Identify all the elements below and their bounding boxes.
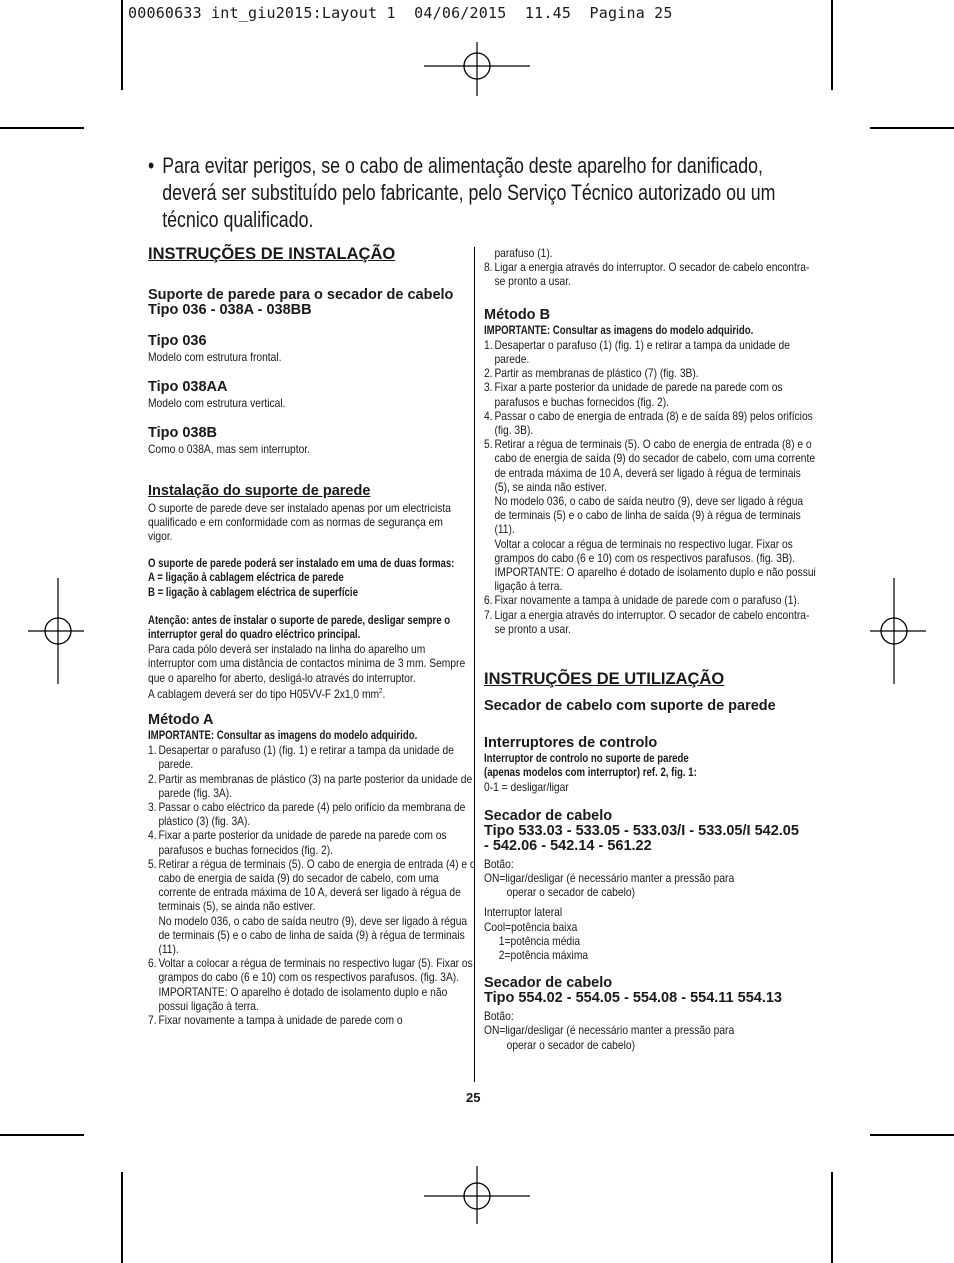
step-number: 1. xyxy=(148,743,157,758)
method-a-steps-continued xyxy=(484,246,810,289)
method-a-step xyxy=(148,743,477,771)
dryer1-title: Secador de cabelo xyxy=(484,807,613,824)
step-text: Desapertar o parafuso (1) (fig. 1) e retirar a tampa da unidade de parede. xyxy=(158,743,454,772)
step-number: 4. xyxy=(148,828,157,843)
intro-warning xyxy=(148,152,776,233)
dryer2-title: Secador de cabelo xyxy=(484,975,613,992)
attention-bold: Atenção: antes de instalar o suporte de parede, desligar sempre o interruptor geral do quadro eléctrico principal. xyxy=(148,613,451,642)
print-slug: 00060633 int_giu2015:Layout 1 04/06/2015 11.45 Pagina 25 xyxy=(128,4,673,22)
left-column xyxy=(148,242,476,1028)
crop-mark xyxy=(121,0,123,90)
support-title: Suporte de parede para o secador de cabelo xyxy=(148,287,454,303)
dryer2-types: Tipo 554.02 - 554.05 - 554.08 - 554.11 554.13 xyxy=(484,990,783,1007)
step-text: No modelo 036, o cabo de saída neutro (9), deve ser ligado à régua de terminais (5) e o cabo de linha de saída (9) à régua de terminais (11). xyxy=(494,494,804,537)
bullet: • xyxy=(148,153,155,178)
method-a-step xyxy=(484,260,817,288)
step-number: 3. xyxy=(484,380,493,395)
method-a-step xyxy=(148,1013,477,1027)
intro-text: Para evitar perigos, se o cabo de alimentação deste aparelho for danificado, deverá ser substituído pelo fabricante, pelo Serviço Técnico autorizado ou um técnico qualificado. xyxy=(162,153,776,232)
attention-text: Para cada pólo deverá ser instalado na linha do aparelho um interruptor com uma distância de contactos mínima de 3 mm. Sempre que o aparelho for aberto, desligá-lo através do interruptor. xyxy=(148,642,466,685)
switch-title: Interruptores de controlo xyxy=(484,735,658,752)
mount-paragraph: O suporte de parede deve ser instalado apenas por um electricista qualificado e em conformidade com as normas de segurança em vigor. xyxy=(148,500,451,544)
method-b-title: Método B xyxy=(484,306,551,323)
step-text: Partir as membranas de plástico (7) (fig. 3B). xyxy=(494,366,699,381)
step-number: 2. xyxy=(484,366,493,381)
dryer1-button-label: Botão: xyxy=(484,856,514,871)
method-b-step xyxy=(484,593,817,607)
method-a-step xyxy=(148,772,477,800)
registration-mark-left xyxy=(28,578,84,684)
crop-mark xyxy=(0,1134,84,1136)
registration-mark-top xyxy=(424,36,530,96)
method-a-step xyxy=(148,857,477,914)
type-036-desc: Modelo com estrutura frontal. xyxy=(148,350,282,364)
step-number: 2. xyxy=(148,771,157,786)
mount-form-a: A = ligação à cablagem eléctrica de parede xyxy=(148,571,344,585)
crop-mark xyxy=(121,1172,123,1263)
crop-mark xyxy=(870,1134,954,1136)
support-types: Tipo 036 - 038A - 038BB xyxy=(148,302,312,318)
method-a-step xyxy=(484,246,817,260)
dryer1-lateral: Interruptor lateral xyxy=(484,905,563,920)
method-a-step xyxy=(148,914,477,957)
step-number: 7. xyxy=(484,607,493,622)
step-text: Retirar a régua de terminais (5). O cabo de energia de entrada (4) e o cabo de energia de saída (9) do secador de cabelo, com uma corrente de entrada máxima de 10 A, deverá ser ligado à régua de terminais (5), se ainda não estiver. xyxy=(158,856,476,914)
step-number: 6. xyxy=(484,593,493,608)
step-number: 3. xyxy=(148,799,157,814)
step-text: Passar o cabo eléctrico da parede (4) pelo orifício da membrana de plástico (3) (fig. 3A). xyxy=(158,799,466,829)
method-b-step xyxy=(484,409,817,437)
switch-bold-2: (apenas modelos com interruptor) ref. 2, fig. 1: xyxy=(484,766,697,780)
cable-text-end: . xyxy=(382,686,386,701)
step-text: Desapertar o parafuso (1) (fig. 1) e retirar a tampa da unidade de parede. xyxy=(494,337,790,367)
cable-text xyxy=(148,685,466,701)
right-column xyxy=(484,246,816,1052)
mount-forms: O suporte de parede poderá ser instalado em uma de duas formas: xyxy=(148,557,455,571)
step-text: Fixar a parte posterior da unidade de parede na parede com os parafusos e buchas fornecidos (fig. 2). xyxy=(158,828,447,857)
type-038b-title: Tipo 038B xyxy=(148,425,218,442)
method-a-important: IMPORTANTE: Consultar as imagens do modelo adquirido. xyxy=(148,728,418,742)
method-a-title: Método A xyxy=(148,711,214,728)
usage-subtitle: Secador de cabelo com suporte de parede xyxy=(484,698,776,715)
step-text: Voltar a colocar a régua de terminais no respectivo lugar. Fixar os grampos do cabo (6 e 10) com os respectivos parafusos. (fig. 3B). IMPORTANTE: O aparelho é dotado de isolamento duplo e não possui ligação à terra. xyxy=(494,536,816,594)
dryer2-on: ON=ligar/desligar (é necessário manter a pressão para xyxy=(484,1023,735,1038)
step-number: 5. xyxy=(484,437,493,452)
step-number: 5. xyxy=(148,856,157,871)
dryer1-level-2: 2=potência máxima xyxy=(498,947,589,962)
dryer2-on-2: operar o secador de cabelo) xyxy=(506,1037,635,1052)
step-text: Partir as membranas de plástico (3) na parte posterior da unidade de parede (fig. 3A). xyxy=(158,771,473,800)
step-text: Retirar a régua de terminais (5). O cabo de energia de entrada (8) e o cabo de energia de saída (9) do secador de cabelo, com uma corrente de entrada máxima de 10 A, deverá ser ligado à régua de terminais (5), se ainda não estiver. xyxy=(494,437,816,494)
type-038aa-desc: Modelo com estrutura vertical. xyxy=(148,396,286,411)
method-b-step xyxy=(484,338,817,366)
method-b-steps xyxy=(484,337,816,636)
registration-mark-right xyxy=(866,578,926,684)
dryer1-types: Tipo 533.03 - 533.05 - 533.03/I - 533.05/I 542.05 - 542.06 - 542.14 - 561.22 xyxy=(484,822,799,854)
step-number: 6. xyxy=(148,956,157,971)
mount-form-b: B = ligação à cablagem eléctrica de superfície xyxy=(148,585,358,599)
switch-text: 0-1 = desligar/ligar xyxy=(484,780,569,795)
crop-mark xyxy=(870,127,954,129)
type-038b-desc: Como o 038A, mas sem interruptor. xyxy=(148,442,311,457)
step-number: 7. xyxy=(148,1013,157,1028)
dryer1-on: ON=ligar/desligar (é necessário manter a pressão para xyxy=(484,870,735,885)
method-a-step xyxy=(148,800,477,828)
method-a-step xyxy=(148,956,477,1013)
dryer1-cool: Cool=potência baixa xyxy=(484,919,578,934)
step-number: 4. xyxy=(484,408,493,423)
step-text: No modelo 036, o cabo de saída neutro (9), deve ser ligado à régua de terminais (5) e o cabo de linha de saída (9) à régua de terminais (11). xyxy=(158,913,468,957)
method-b-step xyxy=(484,380,817,408)
mount-title: Instalação do suporte de parede xyxy=(148,482,371,499)
method-b-important: IMPORTANTE: Consultar as imagens do modelo adquirido. xyxy=(484,323,754,337)
method-b-step xyxy=(484,366,817,380)
switch-bold-1: Interruptor de controlo no suporte de parede xyxy=(484,752,689,766)
step-text: parafuso (1). xyxy=(494,246,553,260)
dryer1-level-1: 1=potência média xyxy=(498,933,581,948)
usage-title: INSTRUÇÕES DE UTILIZAÇÃO xyxy=(484,670,725,689)
crop-mark xyxy=(0,127,84,129)
step-text: Fixar a parte posterior da unidade de parede na parede com os parafusos e buchas fornecidos (fig. 2). xyxy=(494,380,783,409)
step-text: Ligar a energia através do interruptor. O secador de cabelo encontra-se pronto a usar. xyxy=(494,607,810,636)
method-b-step xyxy=(484,494,817,537)
method-b-step xyxy=(484,608,817,636)
method-b-step xyxy=(484,537,817,594)
step-number: 8. xyxy=(484,260,493,275)
cable-sup: 2 xyxy=(379,687,383,695)
dryer2-button-label: Botão: xyxy=(484,1009,514,1024)
step-text: Passar o cabo de energia de entrada (8) e de saída 89) pelos orifícios (fig. 3B). xyxy=(494,408,813,438)
install-title: INSTRUÇÕES DE INSTALAÇÃO xyxy=(148,245,396,263)
step-text: Fixar novamente a tampa à unidade de parede com o parafuso (1). xyxy=(494,593,800,608)
method-a-step xyxy=(148,828,477,856)
step-text: Ligar a energia através do interruptor. O secador de cabelo encontra-se pronto a usar. xyxy=(494,260,810,289)
method-b-step xyxy=(484,437,817,494)
dryer1-on-2: operar o secador de cabelo) xyxy=(506,885,635,900)
method-a-steps xyxy=(148,743,476,1028)
registration-mark-bottom xyxy=(424,1166,530,1230)
step-text: Voltar a colocar a régua de terminais no respectivo lugar (5). Fixar os grampos do cabo (6 e 10) com os respectivos parafusos. (fig. 3A). IMPORTANTE: O aparelho é dotado de isolamento duplo e não possui ligação à terra. xyxy=(158,956,473,1013)
page-number: 25 xyxy=(466,1090,481,1105)
step-text: Fixar novamente a tampa à unidade de parede com o xyxy=(158,1013,403,1028)
crop-mark xyxy=(831,1172,833,1263)
step-number: 1. xyxy=(484,337,493,352)
type-036-title: Tipo 036 xyxy=(148,333,207,349)
cable-text-main: A cablagem deverá ser do tipo H05VV-F 2x1,0 mm xyxy=(148,686,380,701)
type-038aa-title: Tipo 038AA xyxy=(148,379,228,396)
crop-mark xyxy=(831,0,833,90)
